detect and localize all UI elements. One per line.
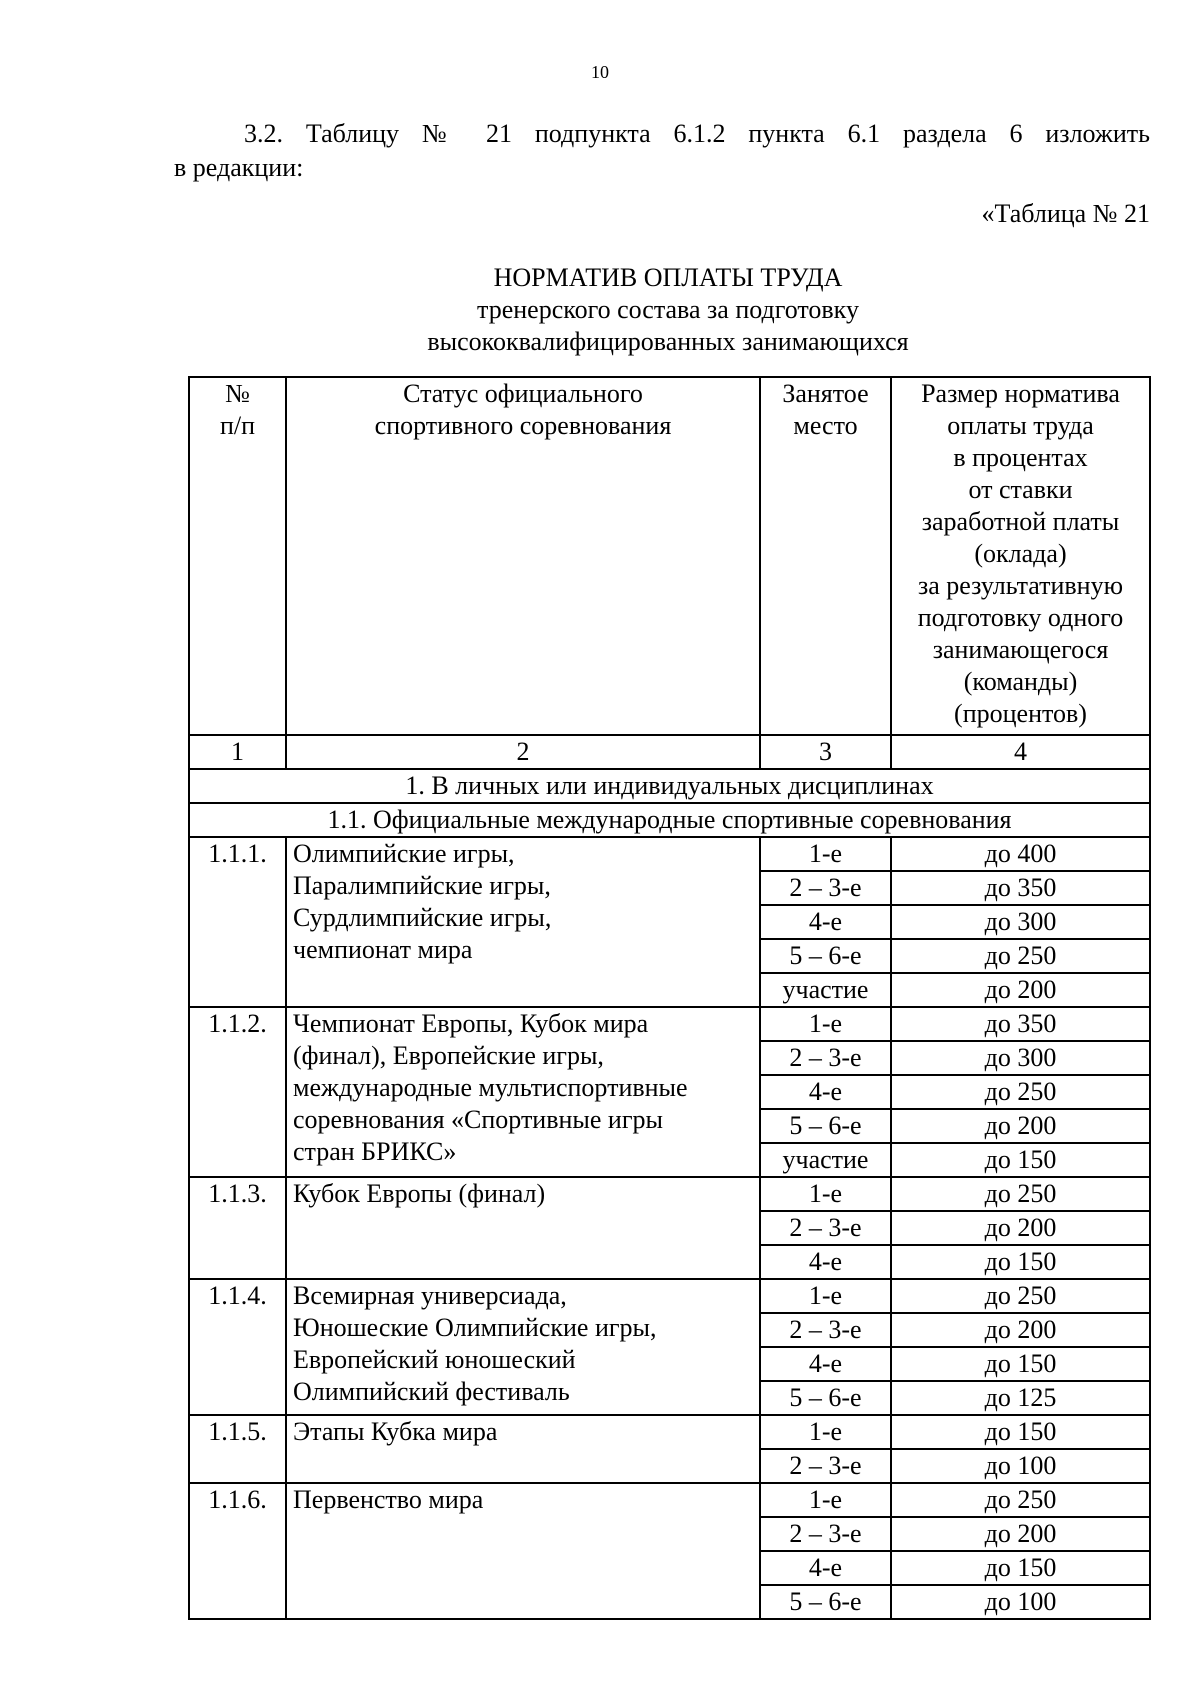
table-row	[189, 1279, 1150, 1313]
header-norm-line: от ставки	[968, 475, 1073, 504]
norm-cell: до 250	[891, 1075, 1150, 1109]
header-place	[760, 377, 891, 735]
competition-status-line: международные мультиспортивные	[293, 1073, 688, 1102]
header-num	[189, 377, 286, 735]
place-cell: 1-е	[760, 1279, 891, 1313]
place-cell: 4-е	[760, 905, 891, 939]
place-cell: 5 – 6-е	[760, 1381, 891, 1415]
item-number: 1.1.3.	[189, 1177, 286, 1279]
norm-cell: до 150	[891, 1245, 1150, 1279]
place-cell: 2 – 3-е	[760, 1041, 891, 1075]
competition-status	[286, 1415, 760, 1483]
place-cell: 4-е	[760, 1075, 891, 1109]
item-number: 1.1.5.	[189, 1415, 286, 1483]
subsection-row	[189, 803, 1150, 837]
place-cell: 4-е	[760, 1551, 891, 1585]
norm-cell: до 300	[891, 1041, 1150, 1075]
header-norm	[891, 377, 1150, 735]
competition-status-line: (финал), Европейские игры,	[293, 1041, 604, 1070]
amendment-paragraph	[174, 117, 1150, 185]
column-number: 1	[189, 735, 286, 769]
place-cell: 2 – 3-е	[760, 871, 891, 905]
norm-cell: до 200	[891, 1211, 1150, 1245]
competition-status-line: Олимпийский фестиваль	[293, 1377, 570, 1406]
title-line-3: высококвалифицированных занимающихся	[427, 327, 909, 356]
norm-cell: до 125	[891, 1381, 1150, 1415]
section-heading: 1. В личных или индивидуальных дисциплинах	[189, 769, 1150, 803]
norm-cell: до 250	[891, 1279, 1150, 1313]
place-cell: участие	[760, 973, 891, 1007]
norm-table	[188, 376, 1151, 1620]
competition-status-line: Сурдлимпийские игры,	[293, 903, 552, 932]
competition-status-line: чемпионат мира	[293, 935, 473, 964]
header-norm-line: в процентах	[953, 443, 1088, 472]
competition-status	[286, 1483, 760, 1619]
paragraph-line-2: в редакции:	[174, 153, 304, 182]
norm-cell: до 200	[891, 1109, 1150, 1143]
norm-cell: до 150	[891, 1551, 1150, 1585]
column-number: 2	[286, 735, 760, 769]
competition-status	[286, 1177, 760, 1279]
competition-status-line: Юношеские Олимпийские игры,	[293, 1313, 657, 1342]
place-cell: 1-е	[760, 1415, 891, 1449]
norm-cell: до 150	[891, 1415, 1150, 1449]
norm-cell: до 200	[891, 1313, 1150, 1347]
header-norm-line: Размер норматива	[921, 379, 1120, 408]
competition-status-line: соревнования «Спортивные игры	[293, 1105, 663, 1134]
norm-cell: до 350	[891, 871, 1150, 905]
place-cell: участие	[760, 1143, 891, 1177]
competition-status-line: Кубок Европы (финал)	[293, 1179, 546, 1208]
place-cell: 5 – 6-е	[760, 1585, 891, 1619]
table-title	[188, 262, 1148, 358]
section-row	[189, 769, 1150, 803]
column-number-row	[189, 735, 1150, 769]
table-row	[189, 1483, 1150, 1517]
table-label: «Таблица № 21	[981, 199, 1150, 228]
header-norm-line: заработной платы	[921, 507, 1120, 536]
norm-cell: до 250	[891, 1177, 1150, 1211]
norm-cell: до 300	[891, 905, 1150, 939]
header-num-line: №	[225, 379, 250, 408]
header-norm-line: (команды)	[963, 667, 1078, 696]
item-number: 1.1.2.	[189, 1007, 286, 1177]
norm-cell: до 250	[891, 939, 1150, 973]
place-cell: 1-е	[760, 1177, 891, 1211]
place-cell: 5 – 6-е	[760, 939, 891, 973]
place-cell: 1-е	[760, 1483, 891, 1517]
competition-status-line: стран БРИКС»	[293, 1137, 457, 1166]
norm-cell: до 200	[891, 1517, 1150, 1551]
table-row	[189, 1415, 1150, 1449]
competition-status-line: Этапы Кубка мира	[293, 1417, 498, 1446]
header-norm-line: (оклада)	[974, 539, 1067, 568]
column-number: 4	[891, 735, 1150, 769]
header-norm-line: подготовку одного	[917, 603, 1124, 632]
norm-cell: до 150	[891, 1347, 1150, 1381]
competition-status	[286, 837, 760, 1007]
place-cell: 2 – 3-е	[760, 1313, 891, 1347]
header-norm-line: за результативную	[917, 571, 1124, 600]
page-number: 10	[591, 62, 609, 82]
place-cell: 2 – 3-е	[760, 1517, 891, 1551]
item-number: 1.1.1.	[189, 837, 286, 1007]
item-number: 1.1.6.	[189, 1483, 286, 1619]
title-line-2: тренерского состава за подготовку	[477, 295, 859, 324]
header-place-line: Занятое	[782, 379, 869, 408]
place-cell: 2 – 3-е	[760, 1211, 891, 1245]
table-row	[189, 1007, 1150, 1041]
paragraph-line-1: 3.2. Таблицу № 21 подпункта 6.1.2 пункта 6.1 раздела 6 изложить	[244, 119, 1150, 148]
header-place-line: место	[793, 411, 858, 440]
norm-cell: до 250	[891, 1483, 1150, 1517]
header-norm-line: оплаты труда	[947, 411, 1094, 440]
header-num-line: п/п	[219, 411, 256, 440]
norm-cell: до 100	[891, 1449, 1150, 1483]
place-cell: 5 – 6-е	[760, 1109, 891, 1143]
table-row	[189, 837, 1150, 871]
header-status-line: спортивного соревнования	[374, 411, 672, 440]
competition-status-line: Паралимпийские игры,	[293, 871, 551, 900]
table-header-row	[189, 377, 1150, 735]
competition-status-line: Олимпийские игры,	[293, 839, 515, 868]
header-status-line: Статус официального	[403, 379, 643, 408]
header-norm-line: (процентов)	[954, 699, 1087, 728]
place-cell: 4-е	[760, 1245, 891, 1279]
competition-status-line: Чемпионат Европы, Кубок мира	[293, 1009, 649, 1038]
place-cell: 2 – 3-е	[760, 1449, 891, 1483]
item-number: 1.1.4.	[189, 1279, 286, 1415]
header-status	[286, 377, 760, 735]
norm-cell: до 100	[891, 1585, 1150, 1619]
place-cell: 1-е	[760, 1007, 891, 1041]
title-line-1: НОРМАТИВ ОПЛАТЫ ТРУДА	[493, 263, 843, 292]
column-number: 3	[760, 735, 891, 769]
place-cell: 1-е	[760, 837, 891, 871]
norm-cell: до 400	[891, 837, 1150, 871]
norm-cell: до 200	[891, 973, 1150, 1007]
competition-status	[286, 1279, 760, 1415]
competition-status-line: Всемирная универсиада,	[293, 1281, 567, 1310]
competition-status-line: Европейский юношеский	[293, 1345, 576, 1374]
competition-status	[286, 1007, 760, 1177]
table-row	[189, 1177, 1150, 1211]
subsection-heading: 1.1. Официальные международные спортивные соревнования	[189, 803, 1150, 837]
norm-cell: до 150	[891, 1143, 1150, 1177]
place-cell: 4-е	[760, 1347, 891, 1381]
norm-cell: до 350	[891, 1007, 1150, 1041]
competition-status-line: Первенство мира	[293, 1485, 484, 1514]
header-norm-line: занимающегося	[932, 635, 1109, 664]
